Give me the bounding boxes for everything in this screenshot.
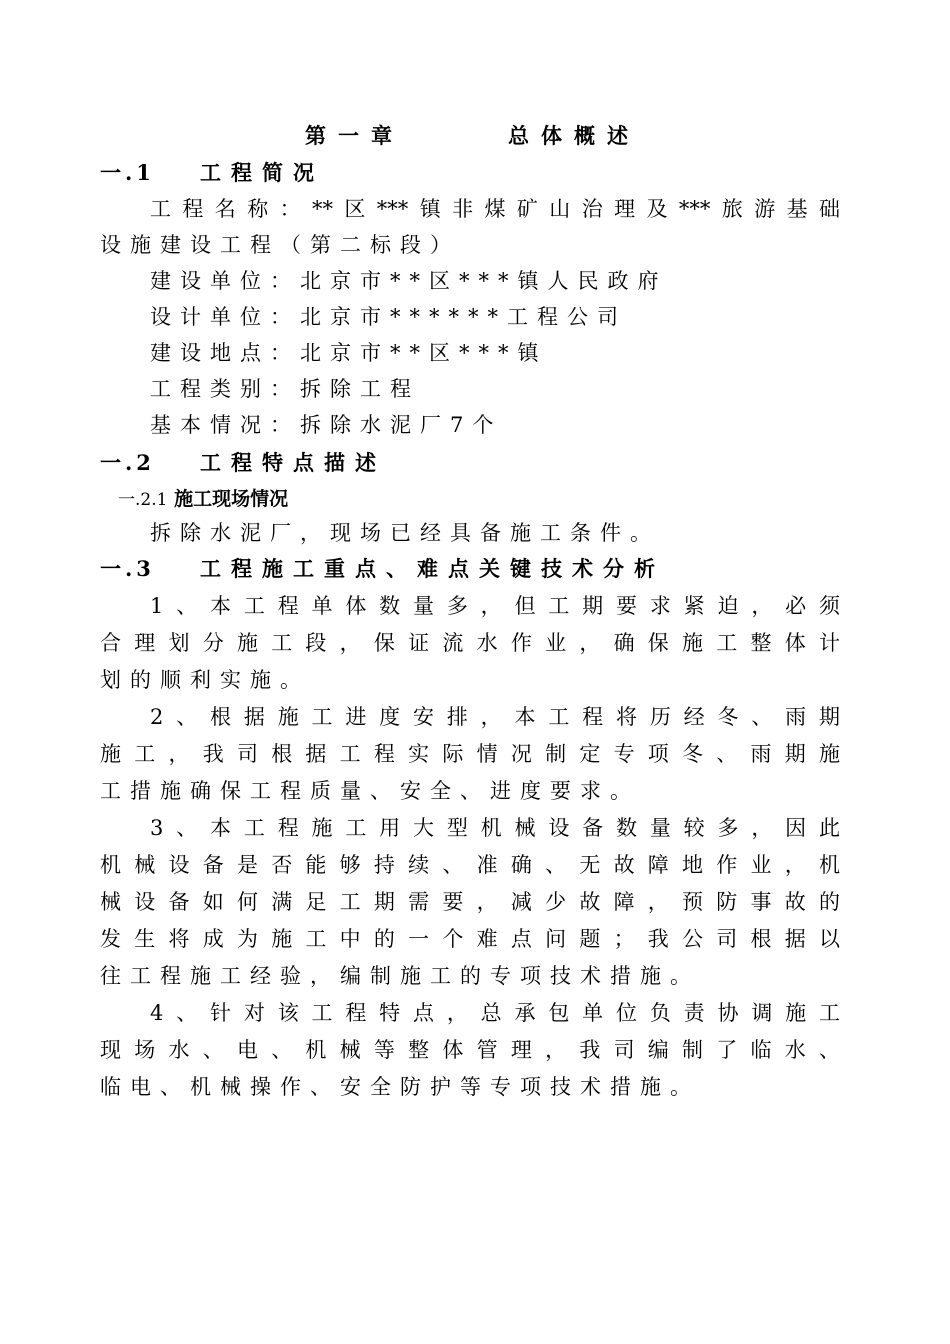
point-3-line-2: 机械设备是否能够持续、准确、无故障地作业，机 — [100, 853, 840, 877]
section-1-title: 工程简况 — [200, 160, 324, 185]
subsection-2-1-title: 施工现场情况 — [174, 488, 289, 510]
chapter-title: 总体概述 — [508, 123, 640, 148]
point-2-line-1: 2、根据施工进度安排，本工程将历经冬、雨期 — [150, 705, 840, 729]
section-3-title: 工程施工重点、难点关键技术分析 — [200, 556, 665, 581]
section-1-number: 一.1 — [100, 160, 155, 185]
chapter-number: 第一章 — [305, 123, 404, 148]
point-2-line-2: 施工，我司根据工程实际情况制定专项冬、雨期施 — [100, 742, 840, 766]
point-3-line-3: 械设备如何满足工期需要，减少故障，预防事故的 — [100, 890, 840, 914]
point-3-line-4: 发生将成为施工中的一个难点问题；我公司根据以 — [100, 927, 840, 951]
point-1-line-1: 1、本工程单体数量多，但工期要求紧迫，必须 — [150, 594, 840, 618]
site-condition-text: 拆除水泥厂，现场已经具备施工条件。 — [150, 521, 660, 545]
project-name-line: 工程名称：**区***镇非煤矿山治理及***旅游基础 — [150, 197, 840, 221]
basic-info-line: 基本情况：拆除水泥厂7个 — [150, 413, 503, 437]
point-3-line-5: 往工程施工经验，编制施工的专项技术措施。 — [100, 964, 700, 988]
section-2-title: 工程特点描述 — [200, 450, 386, 475]
section-1-heading — [100, 155, 324, 191]
construction-unit-line: 建设单位：北京市**区***镇人民政府 — [150, 269, 668, 293]
section-2-number: 一.2 — [100, 450, 155, 475]
section-2-heading — [100, 445, 386, 481]
point-4-line-1: 4、针对该工程特点，总承包单位负责协调施工 — [150, 1001, 840, 1025]
chapter-heading — [0, 118, 950, 154]
point-1-line-2: 合理划分施工段，保证流水作业，确保施工整体计 — [100, 631, 840, 655]
project-category-line: 工程类别：拆除工程 — [150, 377, 420, 401]
project-name-continued: 设施建设工程（第二标段） — [100, 233, 460, 257]
section-3-heading — [100, 551, 665, 587]
subsection-2-1-number: 一.2.1 — [118, 490, 168, 510]
point-4-line-2: 现场水、电、机械等整体管理，我司编制了临水、 — [100, 1038, 840, 1062]
construction-site-line: 建设地点：北京市**区***镇 — [150, 341, 548, 365]
point-1-line-3: 划的顺利实施。 — [100, 668, 310, 692]
design-unit-line: 设计单位：北京市******工程公司 — [150, 305, 627, 329]
section-3-number: 一.3 — [100, 556, 155, 581]
point-3-line-1: 3、本工程施工用大型机械设备数量较多，因此 — [150, 816, 840, 840]
point-4-line-3: 临电、机械操作、安全防护等专项技术措施。 — [100, 1075, 700, 1099]
subsection-2-1-heading — [118, 481, 288, 517]
point-2-line-3: 工措施确保工程质量、安全、进度要求。 — [100, 779, 640, 803]
